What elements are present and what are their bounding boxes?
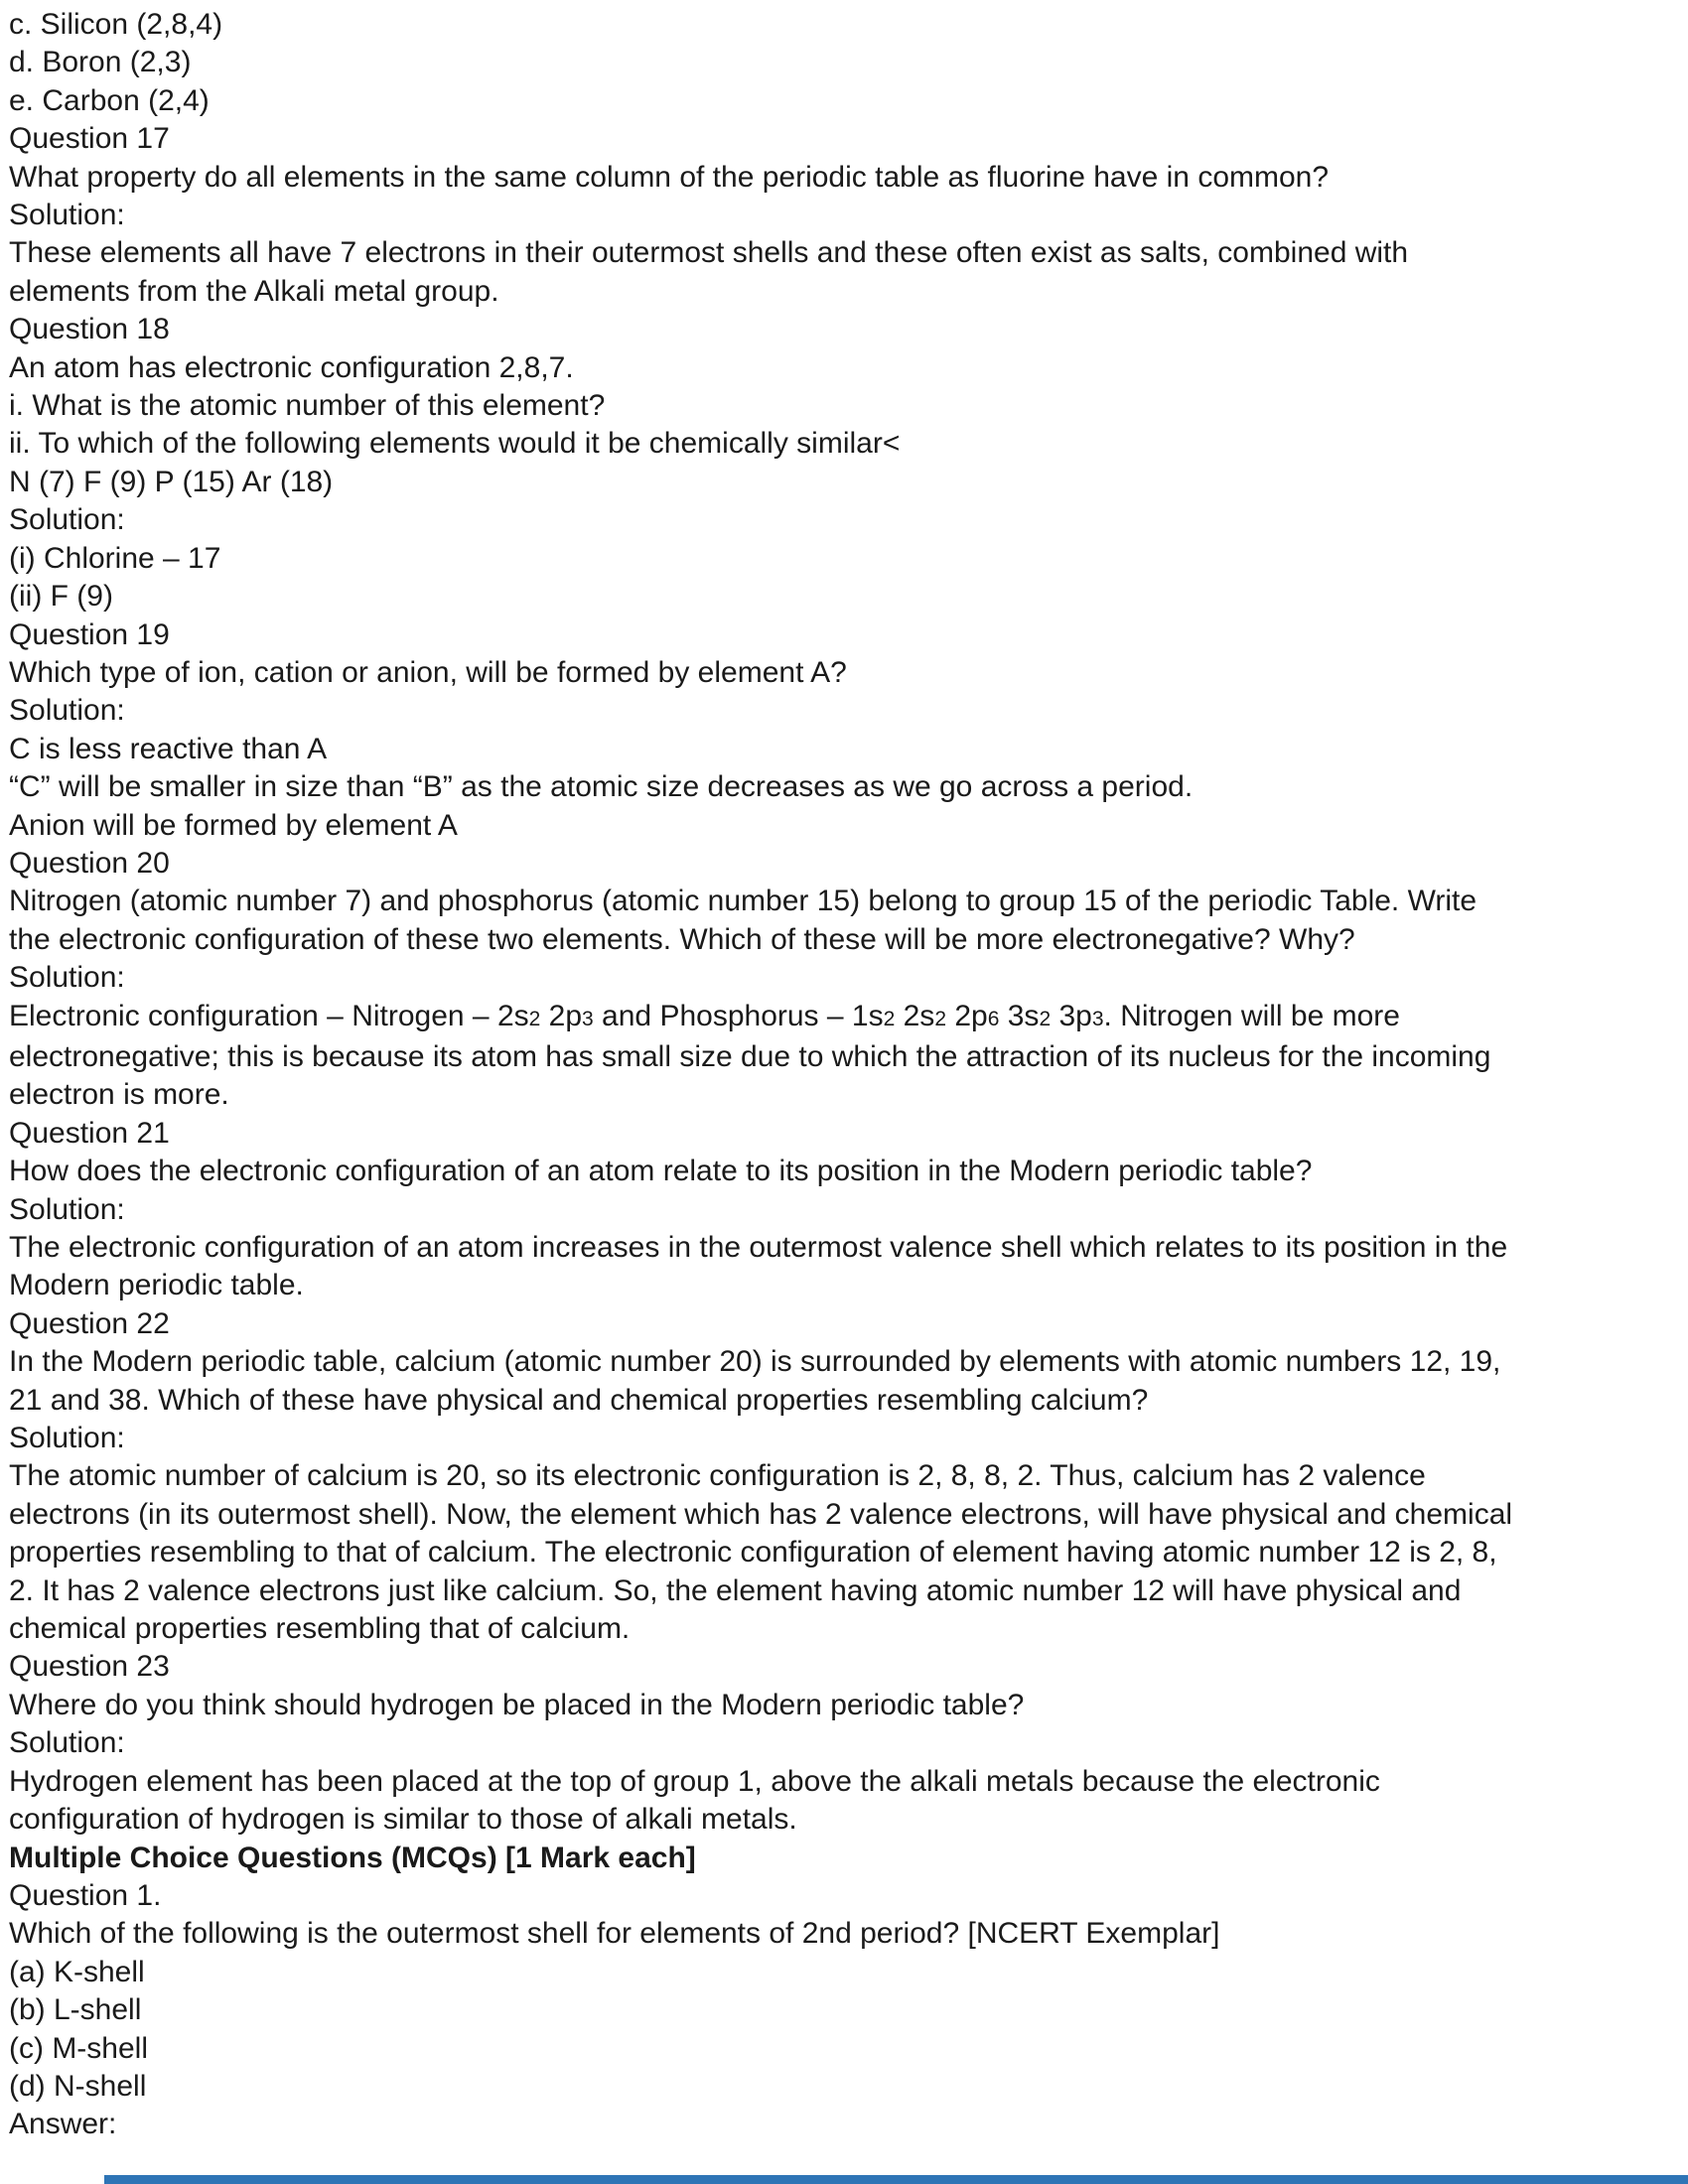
table-header-strip xyxy=(104,2175,1688,2184)
config-subscript: 6 xyxy=(987,1007,1000,1030)
config-text: Electronic configuration – Nitrogen – 2s xyxy=(9,999,529,1032)
config-text: and Phosphorus – 1s xyxy=(593,999,884,1032)
config-text: . Nitrogen will be more xyxy=(1103,999,1400,1032)
question-text: Where do you think should hydrogen be placed in the Modern periodic table? xyxy=(9,1688,1025,1721)
answer-label: Answer: xyxy=(9,2108,117,2141)
config-subscript: 3 xyxy=(582,1007,594,1030)
mcq-option-line: (c) M-shell xyxy=(9,2031,148,2065)
question-text: How does the electronic configuration of an atom relate to its position in the Modern periodic table? xyxy=(9,1155,1313,1188)
config-text: 3p xyxy=(1051,999,1092,1032)
config-text: 2p xyxy=(946,999,988,1032)
config-subscript: 2 xyxy=(528,1007,541,1030)
solution-text: “C” will be smaller in size than “B” as the atomic size decreases as we go across a period. xyxy=(9,770,1194,804)
config-subscript: 2 xyxy=(934,1007,946,1030)
config-text: 2s xyxy=(895,999,935,1032)
solution-label: Solution: xyxy=(9,1726,125,1760)
mcq-option-line: (d) N-shell xyxy=(9,2069,147,2103)
config-subscript: 3 xyxy=(1091,1007,1104,1030)
config-subscript: 2 xyxy=(1039,1007,1052,1030)
solution-text: electronegative; this is because its atom has small size due to which the attraction of its nucleus for the incoming xyxy=(9,1039,1491,1073)
question-label: Question 20 xyxy=(9,846,170,880)
solution-text: (ii) F (9) xyxy=(9,580,113,614)
config-text: 3s xyxy=(999,999,1040,1032)
solution-label: Solution: xyxy=(9,694,125,728)
solution-text: electrons (in its outermost shell). Now, the element which has 2 valence electrons, will have physical and chemical xyxy=(9,1497,1513,1531)
list-option-line: c. Silicon (2,8,4) xyxy=(9,8,223,41)
mcq-section-heading: Multiple Choice Questions (MCQs) [1 Mark each] xyxy=(9,1841,696,1874)
solution-text: Modern periodic table. xyxy=(9,1269,304,1302)
mcq-option-line: (b) L-shell xyxy=(9,1993,142,2027)
question-label: Question 21 xyxy=(9,1116,170,1150)
solution-label: Solution: xyxy=(9,503,125,537)
question-text: the electronic configuration of these two elements. Which of these will be more electronegative? Why? xyxy=(9,922,1355,956)
solution-text: elements from the Alkali metal group. xyxy=(9,274,499,308)
solution-label: Solution: xyxy=(9,1192,125,1226)
solution-text: These elements all have 7 electrons in their outermost shells and these often exist as salts, combined with xyxy=(9,236,1409,270)
question-text: N (7) F (9) P (15) Ar (18) xyxy=(9,465,334,498)
document-body xyxy=(9,6,1682,2144)
question-text: An atom has electronic configuration 2,8,7. xyxy=(9,350,574,384)
config-text: 2p xyxy=(540,999,583,1032)
solution-text: 2. It has 2 valence electrons just like calcium. So, the element having atomic number 12 will have physical and xyxy=(9,1573,1462,1607)
question-text: 21 and 38. Which of these have physical and chemical properties resembling calcium? xyxy=(9,1383,1149,1417)
question-label: Question 1. xyxy=(9,1878,162,1912)
question-label: Question 17 xyxy=(9,122,170,156)
solution-text: The atomic number of calcium is 20, so its electronic configuration is 2, 8, 8, 2. Thus, calcium has 2 valence xyxy=(9,1459,1426,1493)
solution-label: Solution: xyxy=(9,199,125,232)
question-text: Which of the following is the outermost shell for elements of 2nd period? [NCERT Exemplar] xyxy=(9,1917,1220,1951)
solution-text: chemical properties resembling that of calcium. xyxy=(9,1612,631,1646)
question-text: ii. To which of the following elements would it be chemically similar< xyxy=(9,427,901,461)
solution-text: Hydrogen element has been placed at the top of group 1, above the alkali metals because the electronic xyxy=(9,1764,1380,1798)
question-text: i. What is the atomic number of this element? xyxy=(9,389,606,423)
question-text: Which type of ion, cation or anion, will be formed by element A? xyxy=(9,655,847,689)
solution-text-electron-configuration xyxy=(9,998,1682,1038)
list-option-line: e. Carbon (2,4) xyxy=(9,83,210,117)
question-label: Question 23 xyxy=(9,1650,170,1684)
question-label: Question 22 xyxy=(9,1306,170,1340)
solution-text: The electronic configuration of an atom increases in the outermost valence shell which relates to its position in the xyxy=(9,1231,1508,1264)
solution-text: electron is more. xyxy=(9,1078,229,1112)
question-text: In the Modern periodic table, calcium (atomic number 20) is surrounded by elements with atomic numbers 12, 19, xyxy=(9,1345,1501,1379)
solution-text: C is less reactive than A xyxy=(9,732,328,765)
question-text: Nitrogen (atomic number 7) and phosphorus (atomic number 15) belong to group 15 of the periodic Table. Write xyxy=(9,885,1477,918)
config-subscript: 2 xyxy=(883,1007,896,1030)
solution-text: configuration of hydrogen is similar to those of alkali metals. xyxy=(9,1803,797,1837)
solution-text: properties resembling to that of calcium. The electronic configuration of element having atomic number 12 is 2, 8, xyxy=(9,1536,1497,1570)
question-label: Question 19 xyxy=(9,617,170,651)
solution-text: Anion will be formed by element A xyxy=(9,808,458,842)
solution-label: Solution: xyxy=(9,961,125,995)
solution-text: (i) Chlorine – 17 xyxy=(9,541,221,575)
solution-label: Solution: xyxy=(9,1422,125,1455)
mcq-option-line: (a) K-shell xyxy=(9,1955,145,1988)
question-text: What property do all elements in the same column of the periodic table as fluorine have in common? xyxy=(9,160,1330,194)
list-option-line: d. Boron (2,3) xyxy=(9,46,192,79)
question-label: Question 18 xyxy=(9,313,170,346)
